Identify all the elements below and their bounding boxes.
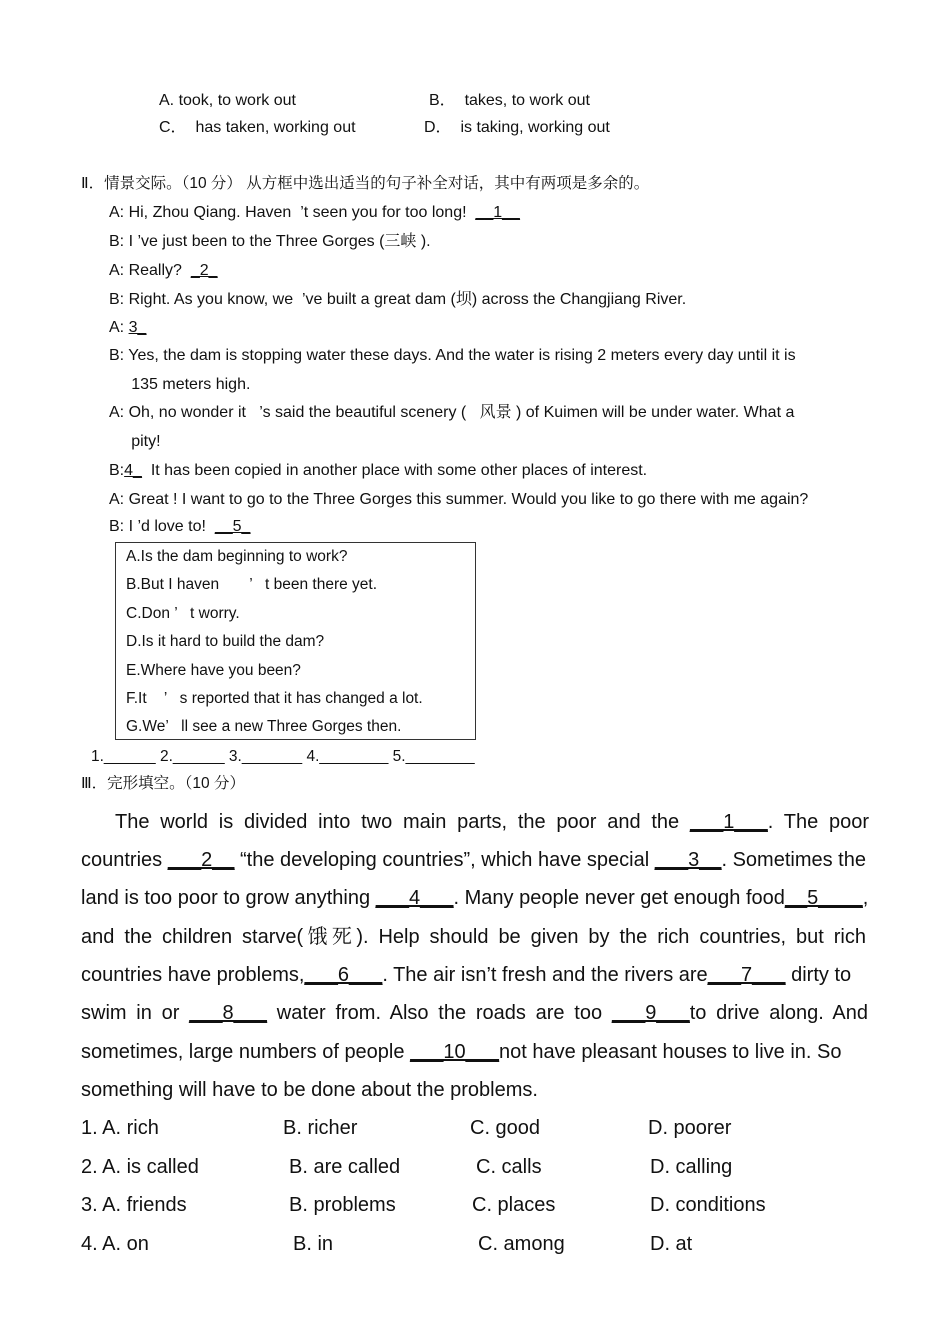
box-option-a: A.Is the dam beginning to work? xyxy=(126,548,348,565)
question-4-option-c: C. among xyxy=(478,1233,565,1255)
passage-line: countries ___2__ “the developing countries”, which have special ___3__. Sometimes the xyxy=(81,849,866,871)
question-2-option-a: 2. A. is called xyxy=(81,1156,199,1178)
cloze-blank-7: ___7___ xyxy=(707,964,786,986)
dialogue-line: A: 3_ xyxy=(109,319,147,336)
dialogue-line: B: Right. As you know, we ’ve built a great dam (坝) across the Changjiang River. xyxy=(109,291,687,308)
question-2-option-b: B. are called xyxy=(289,1156,401,1178)
passage-line: land is too poor to grow anything ___4___. Many people never get enough food__5____, xyxy=(81,887,869,909)
question-3-option-b: B. problems xyxy=(289,1194,396,1216)
cloze-blank-3: ___3__ xyxy=(654,849,722,871)
box-option-g: G.We’ ll see a new Three Gorges then. xyxy=(126,718,402,735)
box-option-d: D.Is it hard to build the dam? xyxy=(126,633,325,650)
blank-5: __5_ xyxy=(214,518,251,535)
cloze-blank-6: ___6___ xyxy=(304,964,383,986)
dialogue-line: pity! xyxy=(109,433,161,450)
cloze-blank-9: ___9___ xyxy=(611,1002,690,1024)
cloze-blank-2: ___2__ xyxy=(167,849,235,871)
question-2-option-d: D. calling xyxy=(650,1156,733,1178)
question-1-option-d: D. poorer xyxy=(648,1117,732,1139)
prev-option-d: D． is taking, working out xyxy=(424,119,610,136)
question-1-option-c: C. good xyxy=(470,1117,541,1139)
dialogue-line: A: Hi, Zhou Qiang. Haven ’t seen you for too long! __1__ xyxy=(109,204,520,221)
question-2-option-c: C. calls xyxy=(476,1156,542,1178)
prev-option-b: B． takes, to work out xyxy=(429,92,590,109)
options-box xyxy=(115,542,476,740)
dialogue-line: 135 meters high. xyxy=(109,376,251,393)
passage-line: swim in or ___8___ water from. Also the roads are too ___9___to drive along. And xyxy=(81,1002,868,1024)
cloze-blank-10: ___10___ xyxy=(410,1041,500,1063)
passage-line: countries have problems,___6___. The air isn’t fresh and the rivers are___7___ dirty to xyxy=(81,964,852,986)
question-3-option-a: 3. A. friends xyxy=(81,1194,187,1216)
question-4-option-d: D. at xyxy=(650,1233,693,1255)
blank-4: 4_ xyxy=(124,462,142,479)
passage-line: and the children starve(饿死). Help should be given by the rich countries, but rich xyxy=(81,926,866,948)
cloze-blank-5: __5____ xyxy=(784,887,863,909)
dialogue-line: B:4_ It has been copied in another place with some other places of interest. xyxy=(109,462,648,479)
question-1-option-b: B. richer xyxy=(283,1117,358,1139)
question-3-option-c: C. places xyxy=(472,1194,556,1216)
blank-2: _2_ xyxy=(190,262,218,279)
dialogue-line: B: Yes, the dam is stopping water these days. And the water is rising 2 meters every day until it is xyxy=(109,347,796,364)
dialogue-line: A: Great ! I want to go to the Three Gorges this summer. Would you like to go there with me again? xyxy=(109,491,809,508)
blank-1: __1__ xyxy=(475,204,520,221)
question-3-option-d: D. conditions xyxy=(650,1194,766,1216)
dialogue-line: B: I ’ve just been to the Three Gorges (三峡 ). xyxy=(109,233,431,250)
passage-line: sometimes, large numbers of people ___10___not have pleasant houses to live in. So xyxy=(81,1041,842,1063)
section-3-heading: Ⅲ．完形填空。（10 分） xyxy=(81,775,245,792)
answer-line[interactable]: 1.______ 2.______ 3._______ 4.________ 5.________ xyxy=(91,748,475,765)
passage-line: something will have to be done about the problems. xyxy=(81,1079,538,1101)
dialogue-line: A: Really? _2_ xyxy=(109,262,218,279)
box-option-c: C.Don ’ t worry. xyxy=(126,605,240,622)
box-option-e: E.Where have you been? xyxy=(126,662,301,679)
cloze-blank-8: ___8___ xyxy=(189,1002,268,1024)
prev-option-c: C． has taken, working out xyxy=(159,119,356,136)
cloze-blank-4: ___4___ xyxy=(375,887,454,909)
dialogue-line: A: Oh, no wonder it ’s said the beautiful scenery ( 风景 ) of Kuimen will be under water. What a xyxy=(109,404,795,421)
question-4-option-b: B. in xyxy=(293,1233,334,1255)
blank-3: 3_ xyxy=(128,319,147,336)
section-2-heading: Ⅱ．情景交际。（10 分） 从方框中选出适当的句子补全对话，其中有两项是多余的。 xyxy=(81,175,650,192)
dialogue-line: B: I ’d love to! __5_ xyxy=(109,518,251,535)
box-option-b: B.But I haven ’ t been there yet. xyxy=(126,576,378,593)
cloze-blank-1: ___1___ xyxy=(689,811,768,833)
passage-line: The world is divided into two main parts, the poor and the ___1___. The poor xyxy=(115,811,869,833)
prev-option-a: A. took, to work out xyxy=(159,92,296,109)
question-4-option-a: 4. A. on xyxy=(81,1233,149,1255)
box-option-f: F.It ’ s reported that it has changed a lot. xyxy=(126,690,423,707)
question-1-option-a: 1. A. rich xyxy=(81,1117,159,1139)
